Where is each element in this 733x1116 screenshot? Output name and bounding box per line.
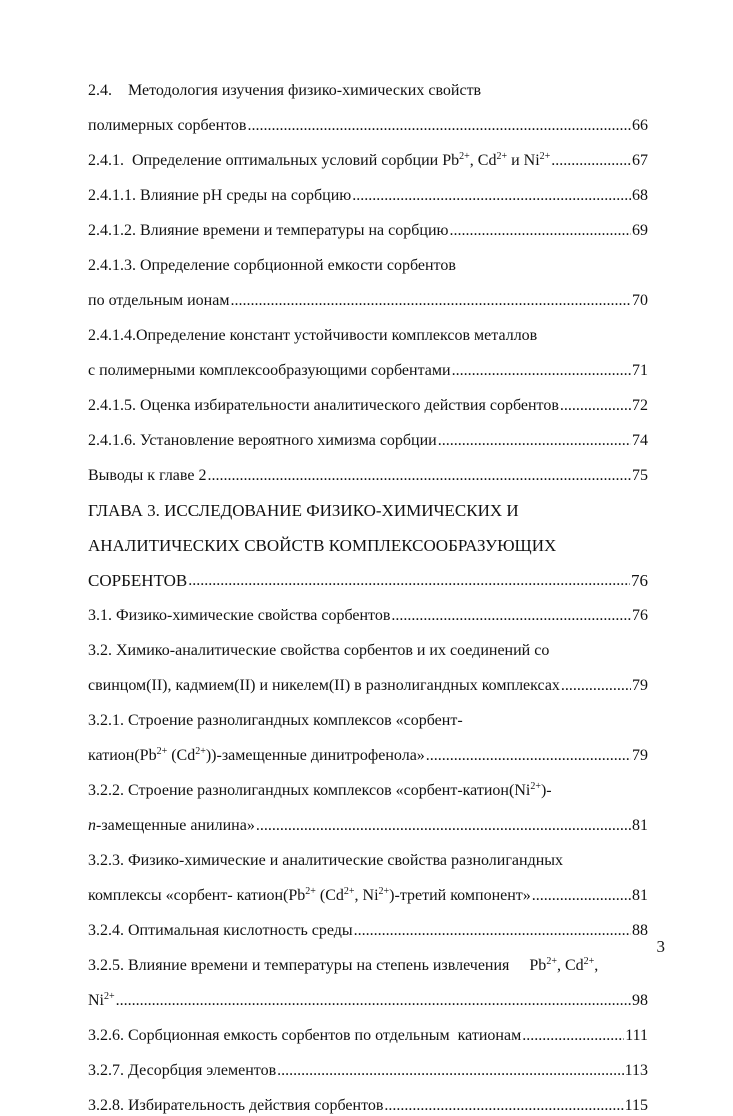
toc-chapter-3-heading-1 [88,486,648,521]
leader-dots [247,116,631,136]
toc-page-number: 115 [624,1097,648,1114]
leader-dots [188,571,630,591]
toc-entry-text: п-замещенные анилина» [88,817,255,834]
toc-entry-3-2-2-heading [88,766,648,801]
toc-entry-text: ГЛАВА 3. ИССЛЕДОВАНИЕ ФИЗИКО-ХИМИЧЕСКИХ И [88,501,519,520]
toc-page-number: 79 [632,747,648,764]
leader-dots [116,991,631,1011]
toc-entry-2-4-heading [88,66,648,101]
toc-entry-text: АНАЛИТИЧЕСКИХ СВОЙСТВ КОМПЛЕКСООБРАЗУЮЩИХ [88,536,557,555]
toc-page-number: 111 [625,1027,648,1044]
toc-entry-text: 2.4.1.2. Влияние времени и температуры на сорбцию [88,222,449,239]
toc-entry-text: 3.1. Физико-химические свойства сорбентов [88,607,391,624]
toc-page-number: 81 [632,887,648,904]
toc-page-number: 76 [631,571,648,590]
leader-dots [230,291,631,311]
toc-entry-2-4-1-1[interactable] [88,171,648,206]
toc-entry-text: 3.2.1. Строение разнолигандных комплексов «сорбент- [88,712,463,729]
toc-entry-text: свинцом(II), кадмием(II) и никелем(II) в разнолигандных комплексах [88,677,560,694]
toc-entry-3-2-1-heading [88,696,648,731]
toc-entry-text: полимерных сорбентов [88,117,247,134]
toc-entry-3-2-5-heading [88,941,648,976]
toc-entry-text: 2.4.1.5. Оценка избирательности аналитического действия сорбентов [88,397,559,414]
toc-entry-text: 3.2. Химико-аналитические свойства сорбентов и их соединений со [88,642,550,659]
toc-entry-3-2-8[interactable] [88,1081,648,1116]
toc-entry-2-4-1-4-heading [88,311,648,346]
toc-entry-text: 3.2.3. Физико-химические и аналитические свойства разнолигандных [88,852,564,869]
toc-entry-3-2-3[interactable] [88,871,648,906]
toc-entry-3-2-7[interactable] [88,1046,648,1081]
leader-dots [391,606,631,626]
toc-entry-3-2-3-heading [88,836,648,871]
leader-dots [522,1026,624,1046]
toc-entry-text: по отдельным ионам [88,292,230,309]
toc-page-number: 75 [632,467,648,484]
toc-page-number: 81 [632,817,648,834]
toc-entry-text: 3.2.4. Оптимальная кислотность среды [88,922,353,939]
toc-entry-3-2-2[interactable] [88,801,648,836]
toc-chapter-3-heading-2 [88,521,648,556]
toc-entry-text: 2.4.1.3. Определение сорбционной емкости сорбентов [88,257,456,274]
toc-page-number: 70 [632,292,648,309]
leader-dots [207,466,631,486]
leader-dots [551,151,631,171]
leader-dots [561,676,631,696]
toc-entry-text: 3.2.7. Десорбция элементов [88,1062,277,1079]
toc-entry-3-2[interactable] [88,661,648,696]
toc-entry-text: $катион(Pb^{2+}$ $(Cd^{2+})$)-замещенные динитрофенола» [88,746,425,764]
toc-entry-text: 2.4. Методология изучения физико-химических свойств [88,82,482,99]
toc-entry-2-4-1-4[interactable] [88,346,648,381]
toc-entry-3-2-5[interactable] [88,976,648,1011]
toc-entry-text: 3.2.2. Строение разнолигандных комплексов «$сорбент-катион(Ni^{2+})-$ [88,781,552,799]
toc-page-number: 67 [632,152,648,169]
toc-page-number: 68 [632,187,648,204]
toc-page-number: 79 [632,677,648,694]
leader-dots [426,746,631,766]
leader-dots [438,431,631,451]
toc-entry-3-2-6[interactable] [88,1011,648,1046]
toc-entry-3-2-1[interactable] [88,731,648,766]
leader-dots [354,921,631,941]
toc-entry-2-4-1-3[interactable] [88,276,648,311]
toc-entry-text: комплексы «сорбент- $катион(Pb^{2+}$ ($Cd^{2+}$, $Ni^{2+}$)-третий компонент» [88,886,531,904]
toc-entry-text: 3.2.8. Избирательность действия сорбентов [88,1097,384,1114]
toc-entry-text: 2.4.1. Определение оптимальных условий сорбции $Pb^{2+}$, $Cd^{2+}$ и $Ni^{2+}$ [88,151,551,169]
toc-entry-text: 2.4.1.6. Установление вероятного химизма сорбции [88,432,437,449]
toc-entry-text: 2.4.1.4.Определение констант устойчивости комплексов металлов [88,327,538,344]
toc-entry-3-2-heading [88,626,648,661]
leader-dots [449,221,631,241]
toc-page-number: 76 [632,607,648,624]
toc-page-number: 98 [632,992,648,1009]
toc-page-number: 66 [632,117,648,134]
toc-entry-text: 2.4.1.1. Влияние pH среды на сорбцию [88,187,352,204]
toc-entry-text: с полимерными комплексообразующими сорбентами [88,362,451,379]
leader-dots [532,886,631,906]
leader-dots [277,1061,623,1081]
leader-dots [452,361,631,381]
toc-entry-3-2-4[interactable] [88,906,648,941]
table-of-contents [88,66,648,1116]
toc-entry-text: Выводы к главе 2 [88,467,207,484]
toc-entry-text: 3.2.6. Сорбционная емкость сорбентов по отдельным катионам [88,1027,522,1044]
toc-page-number: 113 [624,1062,648,1079]
toc-entry-text: СОРБЕНТОВ [88,571,188,590]
leader-dots [352,186,631,206]
toc-entry-2-4-1-5[interactable] [88,381,648,416]
toc-entry-conclusions-ch2[interactable] [88,451,648,486]
leader-dots [384,1096,623,1116]
toc-entry-text: $Ni^{2+}$ [88,991,115,1009]
toc-page-number: 74 [632,432,648,449]
toc-page-number: 88 [632,922,648,939]
toc-entry-text: 3.2.5. Влияние времени и температуры на степень извлечения $Pb^{2+}$, $Cd^{2+}$, [88,956,599,974]
leader-dots [256,816,631,836]
toc-entry-2-4-1-2[interactable] [88,206,648,241]
page-number: 3 [656,937,665,956]
toc-entry-2-4-1-6[interactable] [88,416,648,451]
toc-entry-2-4[interactable] [88,101,648,136]
toc-chapter-3[interactable] [88,556,648,591]
toc-page-number: 71 [632,362,648,379]
toc-entry-3-1[interactable] [88,591,648,626]
leader-dots [560,396,631,416]
toc-entry-2-4-1-3-heading [88,241,648,276]
toc-page-number: 72 [632,397,648,414]
toc-page-number: 69 [632,222,648,239]
toc-entry-2-4-1[interactable] [88,136,648,171]
